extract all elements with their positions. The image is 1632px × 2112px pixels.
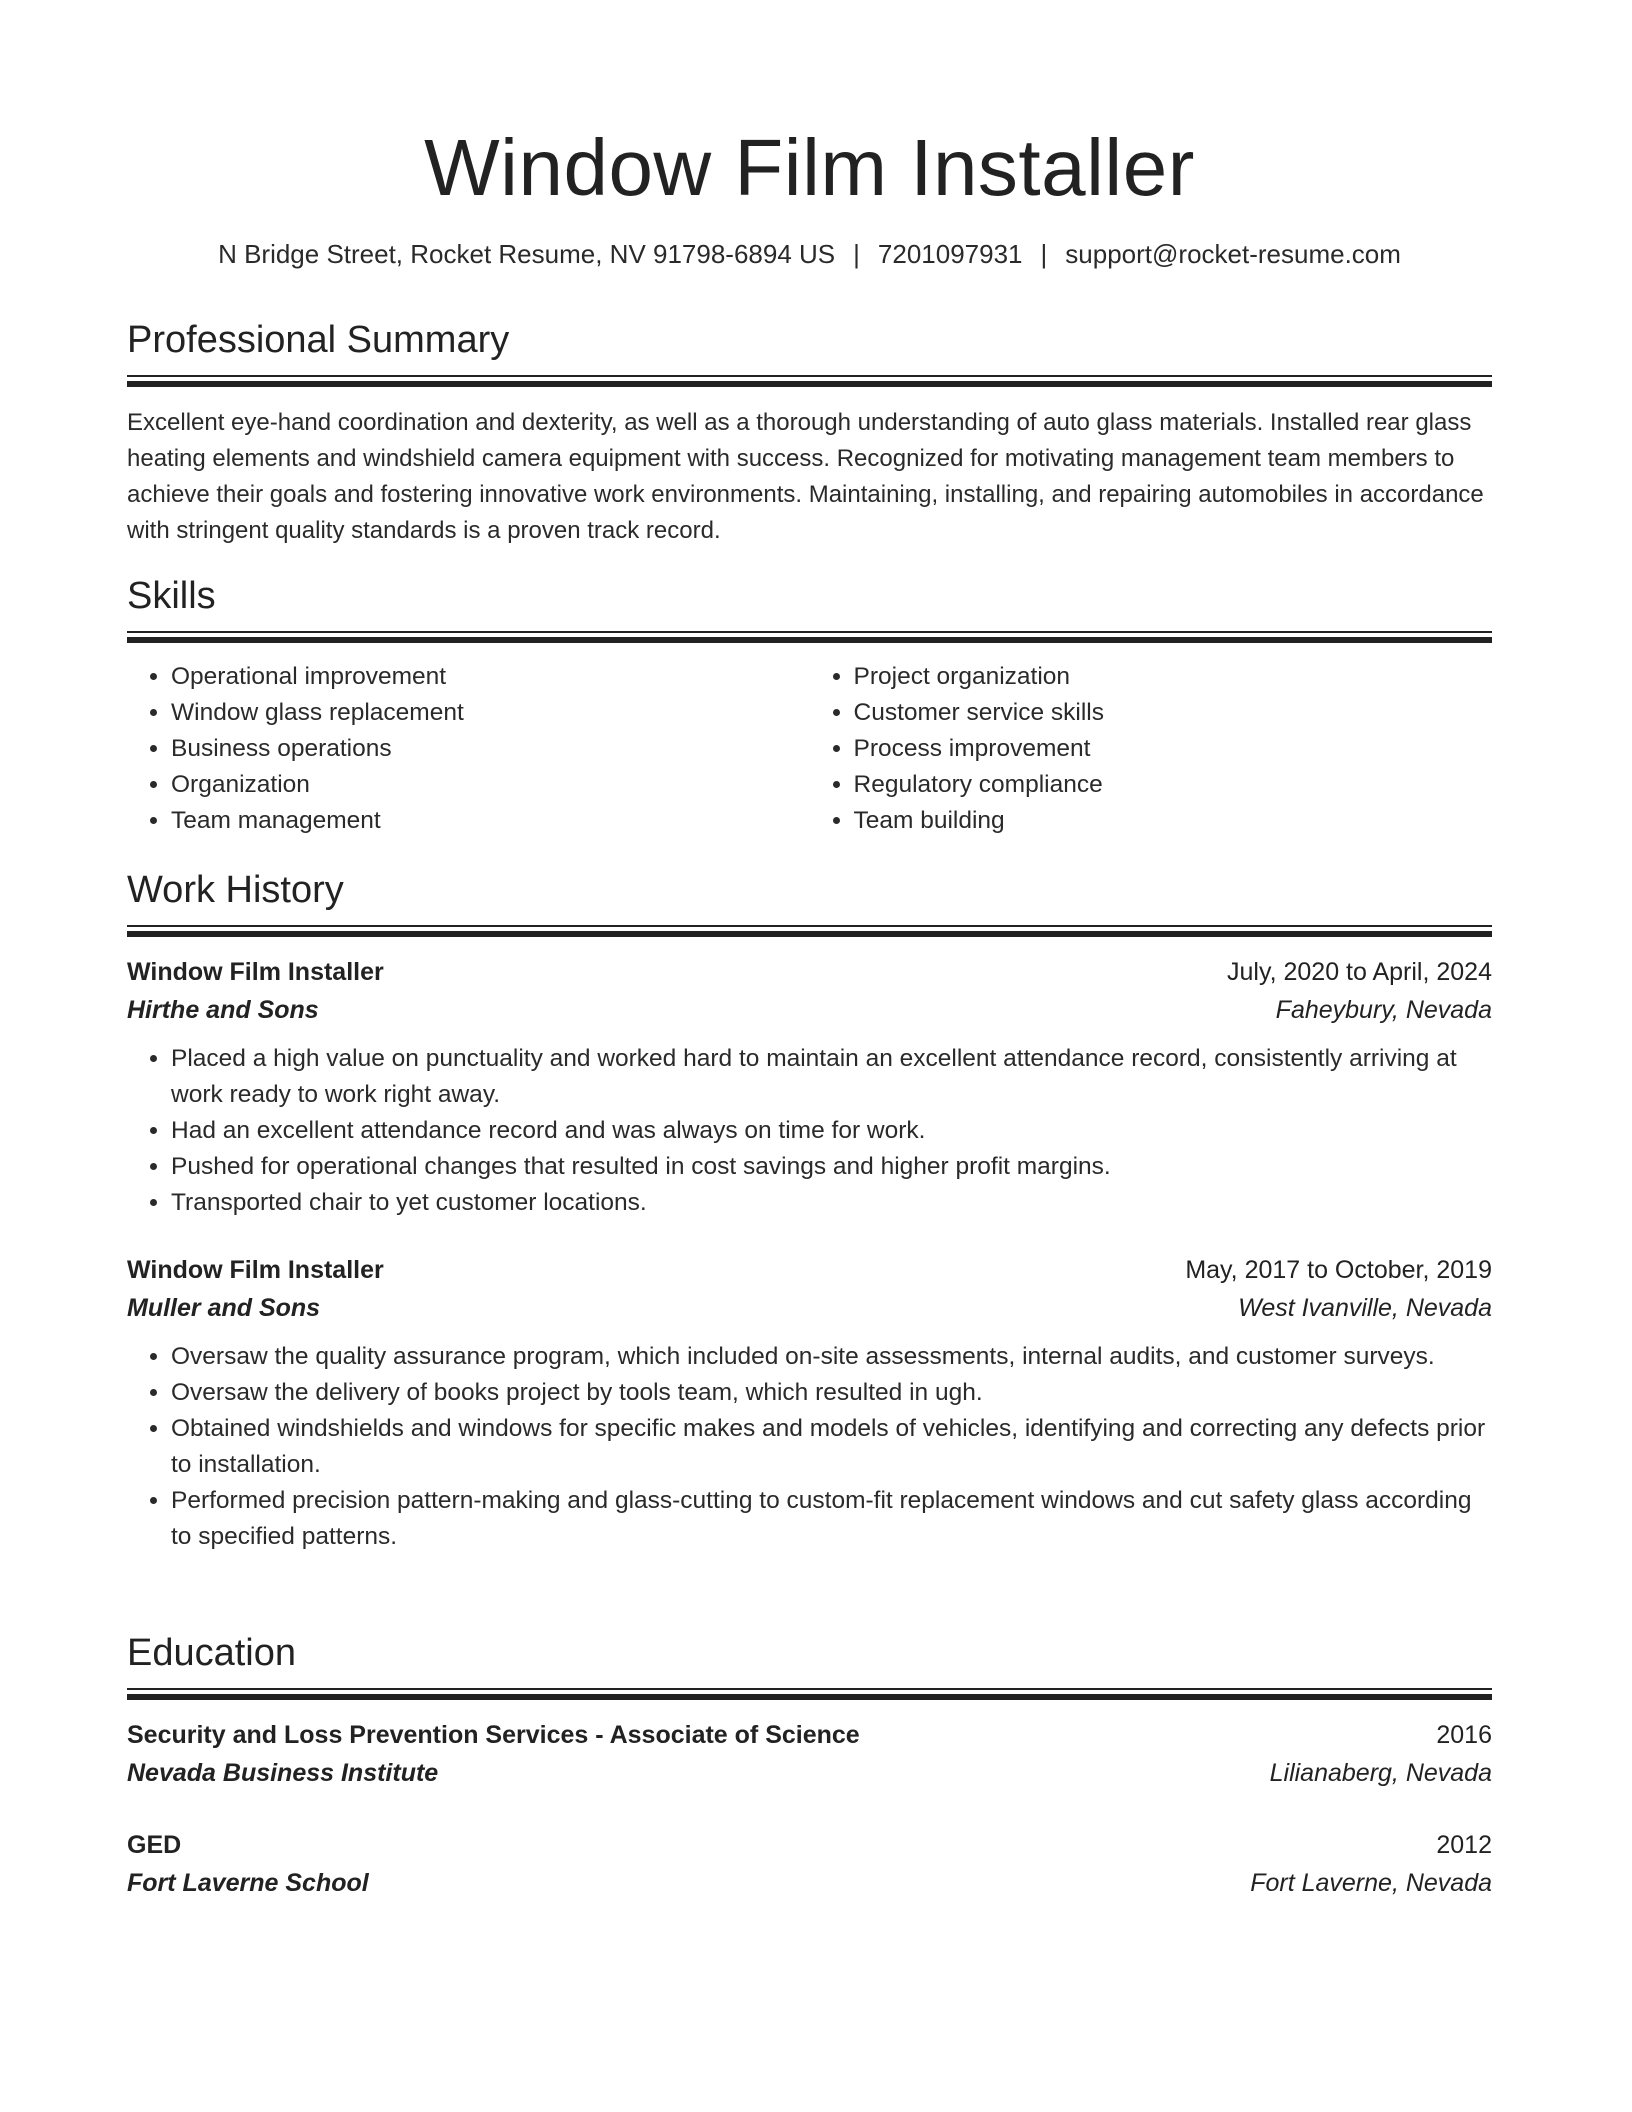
job-header bbox=[127, 953, 1492, 991]
skills-column-right bbox=[810, 659, 1493, 839]
skill-item: • Team building bbox=[854, 803, 1493, 839]
degree: GED bbox=[127, 1831, 182, 1859]
school-name: Nevada Business Institute bbox=[127, 1759, 439, 1787]
contact-phone: 7201097931 bbox=[877, 239, 1023, 269]
skill-item: • Process improvement bbox=[854, 731, 1493, 767]
section-divider bbox=[127, 1688, 1492, 1700]
job-subheader bbox=[127, 1289, 1492, 1327]
section-divider bbox=[127, 631, 1492, 643]
skills-column-left bbox=[127, 659, 810, 839]
work-history-section bbox=[127, 865, 1492, 1555]
job-bullets bbox=[127, 1041, 1492, 1221]
school-name: Fort Laverne School bbox=[127, 1869, 369, 1897]
skill-item: • Organization bbox=[171, 767, 810, 803]
contact-line bbox=[127, 236, 1492, 272]
education-header bbox=[127, 1826, 1492, 1864]
job-bullet: • Oversaw the quality assurance program, which included on-site assessments, internal audits, and customer surveys. bbox=[171, 1339, 1492, 1375]
job-bullet: • Had an excellent attendance record and was always on time for work. bbox=[171, 1113, 1492, 1149]
job-title: Window Film Installer bbox=[127, 958, 384, 986]
skill-item: • Customer service skills bbox=[854, 695, 1493, 731]
candidate-name: Window Film Installer bbox=[424, 123, 1195, 212]
school-location: Lilianaberg, Nevada bbox=[1269, 1759, 1492, 1787]
skill-item: • Operational improvement bbox=[171, 659, 810, 695]
education-entry bbox=[127, 1826, 1492, 1902]
job-dates: May, 2017 to October, 2019 bbox=[1185, 1256, 1492, 1284]
section-title: Education bbox=[127, 1632, 297, 1674]
degree: Security and Loss Prevention Services - Associate of Science bbox=[127, 1721, 860, 1749]
contact-separator: | bbox=[1040, 239, 1048, 269]
contact-separator: | bbox=[853, 239, 860, 269]
skills-section bbox=[127, 571, 1492, 839]
skill-item: • Window glass replacement bbox=[171, 695, 810, 731]
job-entry bbox=[127, 1251, 1492, 1555]
job-title: Window Film Installer bbox=[127, 1256, 384, 1284]
education-header bbox=[127, 1716, 1492, 1754]
contact-address: N Bridge Street, Rocket Resume, NV 91798-6894 US bbox=[218, 239, 836, 269]
education-entry bbox=[127, 1716, 1492, 1792]
education-subheader bbox=[127, 1754, 1492, 1792]
job-bullet: • Oversaw the delivery of books project by tools team, which resulted in ugh. bbox=[171, 1375, 1492, 1411]
job-location: West Ivanville, Nevada bbox=[1238, 1294, 1492, 1322]
job-location: Faheybury, Nevada bbox=[1275, 996, 1492, 1024]
education-subheader bbox=[127, 1864, 1492, 1902]
section-divider bbox=[127, 925, 1492, 937]
skills-list bbox=[127, 659, 1492, 839]
company-name: Muller and Sons bbox=[127, 1294, 321, 1322]
job-bullet: • Obtained windshields and windows for specific makes and models of vehicles, identifying and correcting any defects prior to installation. bbox=[171, 1411, 1492, 1483]
job-bullet: • Performed precision pattern-making and glass-cutting to custom-fit replacement windows and cut safety glass according to specified patterns. bbox=[171, 1483, 1492, 1555]
contact-email: support@rocket-resume.com bbox=[1065, 239, 1401, 269]
section-title: Skills bbox=[127, 575, 216, 617]
skill-item: • Team management bbox=[171, 803, 810, 839]
school-location: Fort Laverne, Nevada bbox=[1250, 1869, 1492, 1897]
skill-item: • Business operations bbox=[171, 731, 810, 767]
skill-item: • Regulatory compliance bbox=[854, 767, 1493, 803]
job-dates: July, 2020 to April, 2024 bbox=[1227, 958, 1492, 986]
job-bullet: • Placed a high value on punctuality and worked hard to maintain an excellent attendance record, consistently arriving at work ready to work right away. bbox=[171, 1041, 1492, 1113]
graduation-year: 2012 bbox=[1436, 1831, 1492, 1859]
job-header bbox=[127, 1251, 1492, 1289]
summary-text: Excellent eye-hand coordination and dexterity, as well as a thorough understanding of auto glass materials. Installed rear glass heating elements and windshield camera equipment with success. Recognized for motivating management team members to achieve their goals and fostering innovative work environments. Maintaining, installing, and repairing automobiles in accordance with stringent quality standards is a proven track record. bbox=[127, 409, 1484, 544]
job-bullet: • Pushed for operational changes that resulted in cost savings and higher profit margins. bbox=[171, 1149, 1492, 1185]
job-bullets bbox=[127, 1339, 1492, 1555]
section-title: Work History bbox=[127, 869, 344, 911]
education-section bbox=[127, 1628, 1492, 1902]
job-entry bbox=[127, 953, 1492, 1221]
summary-section bbox=[127, 315, 1492, 549]
job-bullet: • Transported chair to yet customer locations. bbox=[171, 1185, 1492, 1221]
skill-item: • Project organization bbox=[854, 659, 1493, 695]
section-title: Professional Summary bbox=[127, 319, 510, 361]
company-name: Hirthe and Sons bbox=[127, 996, 319, 1024]
graduation-year: 2016 bbox=[1436, 1721, 1492, 1749]
section-divider bbox=[127, 375, 1492, 387]
job-subheader bbox=[127, 991, 1492, 1029]
